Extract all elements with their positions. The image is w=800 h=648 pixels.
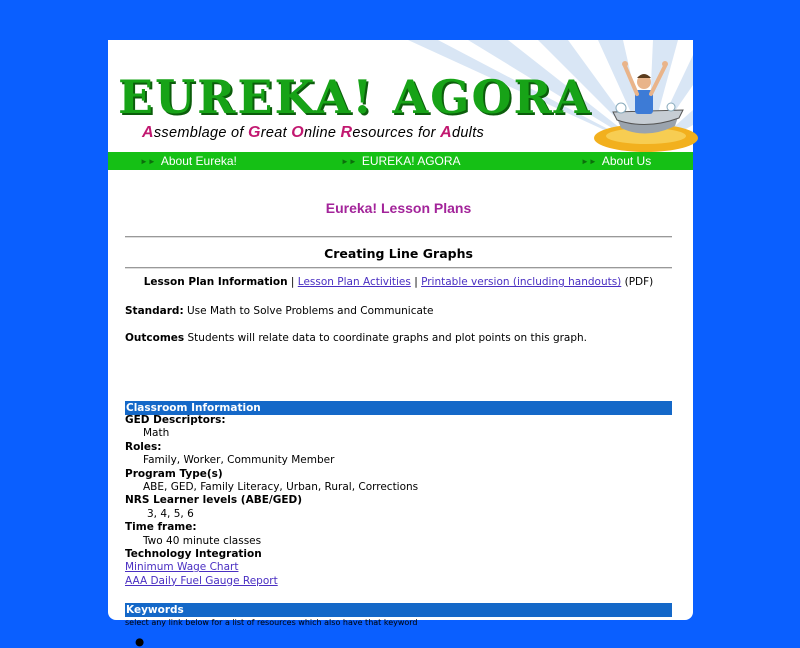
- ged-value: Math: [143, 427, 170, 440]
- site-tagline: [142, 124, 484, 142]
- tagline-initial: A: [440, 124, 452, 141]
- divider: [125, 267, 672, 269]
- ged-label: GED Descriptors:: [125, 414, 226, 426]
- standard-row: [125, 305, 434, 317]
- standard-text: Use Math to Solve Problems and Communicate: [186, 305, 434, 317]
- site-header: [108, 40, 693, 152]
- outcomes-text: Students will relate data to coordinate graphs and plot points on this graph.: [187, 332, 588, 344]
- double-chevron-icon: ►►: [581, 157, 597, 166]
- time-value: Two 40 minute classes: [143, 534, 262, 547]
- pdf-note: (PDF): [624, 276, 654, 288]
- tagline-text: reat: [260, 125, 292, 141]
- lesson-nav: [125, 276, 672, 288]
- fuel-gauge-report-link[interactable]: AAA Daily Fuel Gauge Report: [125, 574, 278, 587]
- nav-about-us-label: About Us: [601, 154, 652, 168]
- tagline-text: ssemblage of: [153, 125, 249, 141]
- page-panel: [108, 40, 693, 648]
- section-heading: Eureka! Lesson Plans: [325, 200, 472, 216]
- lesson-title: Creating Line Graphs: [324, 246, 473, 261]
- nav-eureka-agora-label: EUREKA! AGORA: [361, 154, 461, 168]
- main-nav-bar: [108, 152, 693, 170]
- keyword-partial: ●: [135, 636, 145, 648]
- minimum-wage-chart-link[interactable]: Minimum Wage Chart: [125, 561, 239, 574]
- separator: |: [414, 276, 418, 288]
- nav-about-us[interactable]: [581, 154, 651, 168]
- double-chevron-icon: ►►: [341, 157, 357, 166]
- tagline-text: esources for: [352, 125, 441, 141]
- tagline-initial: A: [142, 124, 154, 141]
- classroom-info-list: [125, 414, 672, 588]
- program-value: ABE, GED, Family Literacy, Urban, Rural, Corrections: [143, 480, 419, 493]
- nav-eureka-agora[interactable]: [341, 154, 461, 168]
- lesson-info-current: Lesson Plan Information: [143, 276, 288, 288]
- printable-version-link[interactable]: Printable version (including handouts): [421, 276, 622, 288]
- classroom-info-bar: Classroom Information: [125, 401, 672, 415]
- roles-label: Roles:: [125, 440, 162, 453]
- outcomes-label: Outcomes: [125, 332, 185, 344]
- tagline-text: nline: [304, 125, 341, 141]
- tagline-text: dults: [451, 125, 485, 141]
- nav-about-eureka[interactable]: [140, 154, 237, 168]
- time-label: Time frame:: [125, 521, 197, 534]
- lesson-activities-link[interactable]: Lesson Plan Activities: [297, 276, 411, 288]
- tech-label: Technology Integration: [125, 547, 262, 560]
- double-chevron-icon: ►►: [140, 157, 156, 166]
- nrs-value: 3, 4, 5, 6: [147, 507, 194, 520]
- bathtub-mascot-logo: [591, 52, 691, 150]
- site-title: EUREKA! AGORA: [118, 70, 592, 124]
- standard-label: Standard:: [125, 305, 184, 317]
- program-label: Program Type(s): [125, 467, 223, 480]
- tagline-initial: R: [340, 124, 353, 141]
- nav-about-eureka-label: About Eureka!: [160, 154, 237, 168]
- keywords-note: select any link below for a list of resources which also have that keyword: [125, 618, 418, 627]
- nrs-label: NRS Learner levels (ABE/GED): [125, 494, 303, 507]
- separator: |: [290, 276, 295, 288]
- tagline-initial: G: [248, 124, 261, 141]
- outcomes-row: [125, 332, 587, 344]
- roles-value: Family, Worker, Community Member: [143, 454, 335, 467]
- tagline-initial: O: [291, 124, 305, 141]
- divider: [125, 236, 672, 238]
- keywords-bar: Keywords: [125, 603, 672, 617]
